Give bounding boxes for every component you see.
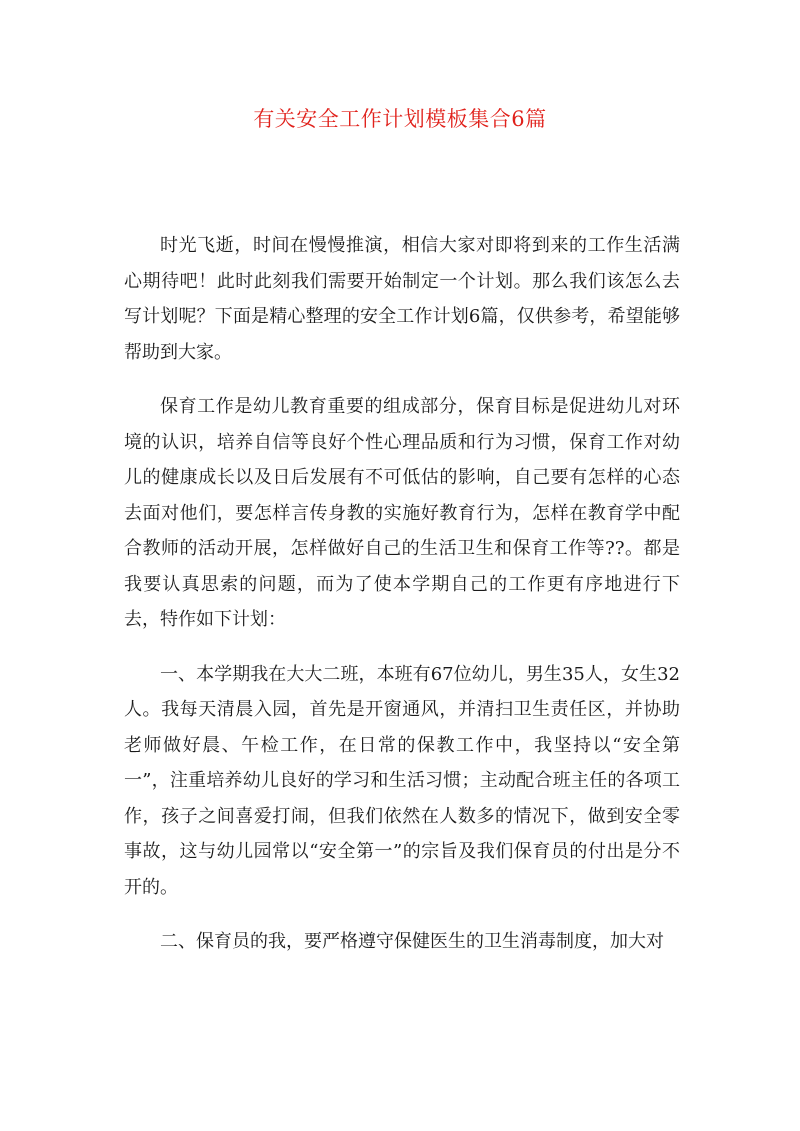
paragraph-nursing-work: 保育工作是幼儿教育重要的组成部分，保育目标是促进幼儿对环境的认识，培养自信等良好个性心理品质和行为习惯，保育工作对幼儿的健康成长以及日后发展有不可低估的影响，自己要有怎样的心态去面对他们，要怎样言传身教的实施好教育行为，怎样在教育学中配合教师的活动开展，怎样做好自己的生活卫生和保育工作等??。都是我要认真思索的问题，而为了使本学期自己的工作更有序地进行下去，特作如下计划： [124, 396, 680, 630]
document-body [124, 228, 680, 979]
document-title: 有关安全工作计划模板集合6篇 [253, 107, 547, 131]
paragraph-intro: 时光飞逝，时间在慢慢推演，相信大家对即将到来的工作生活满心期待吧！此时此刻我们需要开始制定一个计划。那么我们该怎么去写计划呢？下面是精心整理的安全工作计划6篇，仅供参考，希望能够帮助到大家。 [124, 235, 680, 363]
paragraph-section-one: 一、本学期我在大大二班，本班有67位幼儿，男生35人，女生32人。我每天清晨入园，首先是开窗通风，并清扫卫生责任区，并协助老师做好晨、午检工作，在日常的保教工作中，我坚持以“安全第一”，注重培养幼儿良好的学习和生活习惯；主动配合班主任的各项工作，孩子之间喜爱打闹，但我们依然在人数多的情况下，做到安全零事故，这与幼儿园常以“安全第一”的宗旨及我们保育员的付出是分不开的。 [124, 663, 680, 898]
paragraph-section-two: 二、保育员的我，要严格遵守保健医生的卫生消毒制度，加大对 [160, 931, 664, 952]
